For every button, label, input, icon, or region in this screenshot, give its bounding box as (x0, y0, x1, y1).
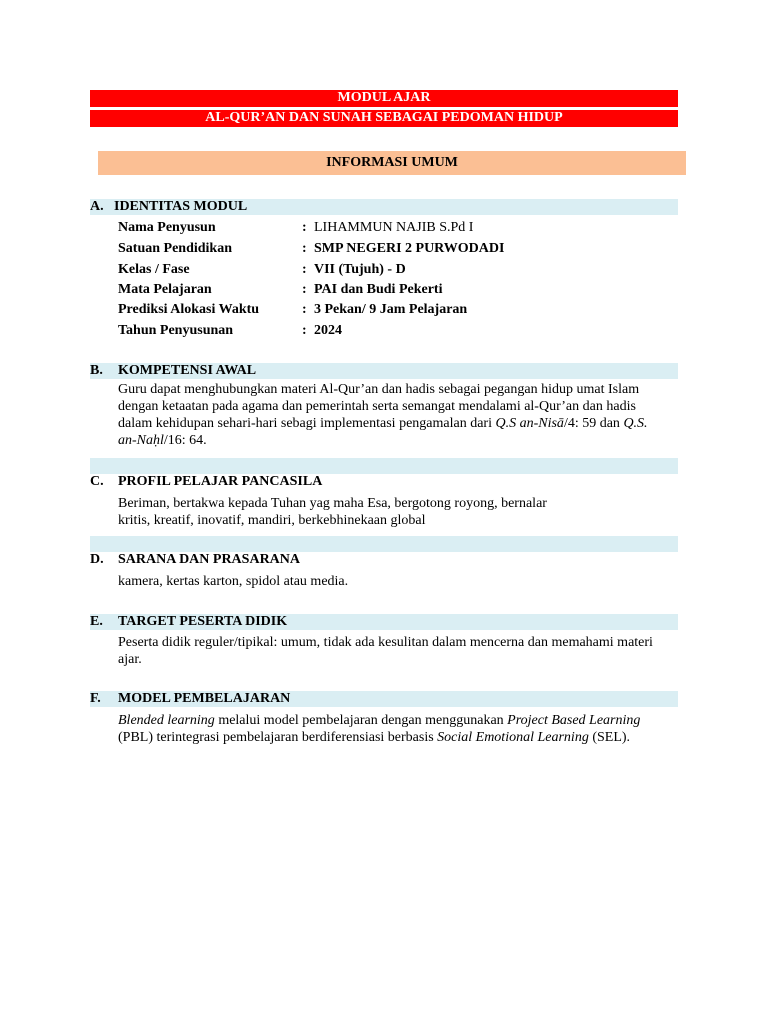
sarana-text (118, 573, 658, 590)
section-title: MODEL PEMBELAJARAN (118, 691, 291, 706)
section-c-heading (90, 474, 678, 490)
kompetensi-text: Guru dapat menghubungkan materi Al-Qur’an dan hadis sebagai pegangan hidup umat Islam dengan ketaatan pada agama dan pemerintah serta semangat mendalami al-Qur’an dan hadis dalam kehidupan sehari-hari sebagi implementasi pengamalan dari (118, 382, 640, 431)
profil-line: kritis, kreatif, inovatif, mandiri, berkebhinekaan global (118, 513, 426, 528)
kompetensi-text: /16: 64. (163, 433, 207, 448)
section-letter: F. (90, 691, 101, 706)
section-spacer-bar (90, 458, 678, 474)
identitas-value: SMP NEGERI 2 PURWODADI (314, 241, 505, 256)
identitas-colon: : (302, 241, 307, 256)
section-letter: A. (90, 199, 104, 214)
profil-pelajar-text (118, 495, 658, 529)
profil-line: Beriman, bertakwa kepada Tuhan yag maha Esa, bergotong royong, bernalar (118, 496, 547, 511)
sarana-value: kamera, kertas karton, spidol atau media. (118, 574, 349, 589)
identitas-value: PAI dan Budi Pekerti (314, 282, 443, 297)
model-term: Project Based Learning (507, 713, 641, 728)
section-letter: E. (90, 614, 103, 629)
surah-reference: Q.S an-Nisā (495, 416, 564, 431)
identitas-label: Nama Penyusun (118, 220, 216, 235)
section-title: SARANA DAN PRASARANA (118, 552, 301, 567)
section-a-heading (90, 199, 678, 215)
identitas-label: Satuan Pendidikan (118, 241, 232, 256)
identitas-value: 3 Pekan/ 9 Jam Pelajaran (314, 302, 468, 317)
identitas-colon: : (302, 282, 307, 297)
info-umum-label: INFORMASI UMUM (326, 155, 458, 170)
identitas-colon: : (302, 302, 307, 317)
section-b-heading (90, 363, 678, 379)
model-term: Blended learning (118, 713, 215, 728)
section-letter: D. (90, 552, 104, 567)
model-term: Social Emotional Learning (437, 730, 589, 745)
kompetensi-awal-text (118, 381, 658, 449)
model-text: melalui model pembelajaran dengan menggunakan (214, 713, 508, 728)
section-letter: C. (90, 474, 104, 489)
target-value: Peserta didik reguler/tipikal: umum, tidak ada kesulitan dalam mencerna dan memahami materi ajar. (118, 635, 653, 667)
section-title: IDENTITAS MODUL (114, 199, 248, 214)
section-title: TARGET PESERTA DIDIK (118, 614, 288, 629)
identitas-value: LIHAMMUN NAJIB S.Pd I (314, 220, 474, 235)
kompetensi-text: /4: 59 dan (563, 416, 624, 431)
doc-subtitle: AL-QUR’AN DAN SUNAH SEBAGAI PEDOMAN HIDUP (205, 110, 563, 125)
identitas-colon: : (302, 220, 307, 235)
identitas-colon: : (302, 323, 307, 338)
doc-title: MODUL AJAR (337, 90, 431, 105)
section-spacer-bar (90, 536, 678, 552)
identitas-colon: : (302, 262, 307, 277)
doc-title-bar (90, 90, 678, 107)
info-umum-heading (98, 151, 686, 175)
identitas-label: Prediksi Alokasi Waktu (118, 302, 260, 317)
model-pembelajaran-text (118, 712, 658, 746)
identitas-label: Kelas / Fase (118, 262, 190, 277)
section-f-heading (90, 691, 678, 707)
model-text: (SEL). (588, 730, 631, 745)
section-letter: B. (90, 363, 103, 378)
surah-reference: Q.S. an-Naḥl (118, 416, 648, 448)
section-title: KOMPETENSI AWAL (118, 363, 257, 378)
model-text: (PBL) terintegrasi pembelajaran berdiferensiasi berbasis (118, 730, 438, 745)
section-d-heading (90, 552, 678, 568)
doc-subtitle-bar (90, 110, 678, 127)
identitas-value: 2024 (314, 323, 342, 338)
identitas-value: VII (Tujuh) - D (314, 262, 406, 277)
identitas-label: Tahun Penyusunan (118, 323, 234, 338)
target-text (118, 634, 658, 668)
section-e-heading (90, 614, 678, 630)
identitas-label: Mata Pelajaran (118, 282, 212, 297)
section-title: PROFIL PELAJAR PANCASILA (118, 474, 323, 489)
